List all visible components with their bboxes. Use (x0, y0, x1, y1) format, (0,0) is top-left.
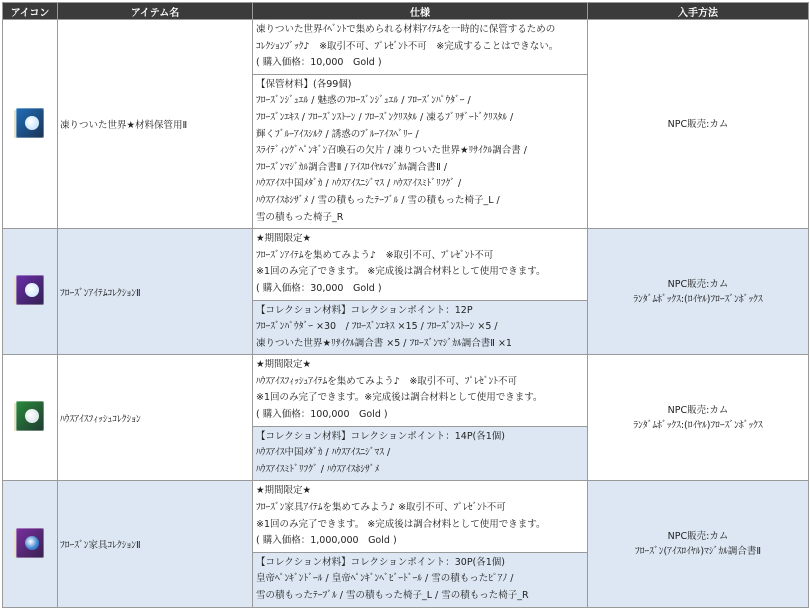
obtain-line: ﾗﾝﾀﾞﾑﾎﾞｯｸｽ:(ﾛｲﾔﾙ)ﾌﾛｰｽﾞﾝﾎﾞｯｸｽ (633, 293, 763, 305)
table-row (3, 481, 809, 607)
material-line: ﾌﾛｰｽﾞﾝﾊﾟｳﾀﾞｰ ×30 / ﾌﾛｰｽﾞﾝｴｷｽ ×15 / ﾌﾛｰｽﾞﾝｽﾄｰﾝ ×5 / (256, 321, 498, 333)
item-spec (253, 355, 588, 481)
material-line: ﾊｳｽｱｲｽ中国ﾒﾀﾞｶ / ﾊｳｽｱｲｽﾆｼﾞﾏｽ / (256, 447, 391, 459)
item-icon-cell (3, 481, 58, 607)
obtain-method (588, 481, 809, 607)
spec-line: ﾊｳｽｱｲｽﾌｨｯｼｭｱｲﾃﾑを集めてみよう♪ ※取引不可、ﾌﾟﾚｾﾞﾝﾄ不可 (256, 375, 518, 387)
table-row (3, 20, 809, 229)
material-line: 皇帝ﾍﾟﾝｷﾞﾝﾄﾞｰﾙ / 皇帝ﾍﾟﾝｷﾞﾝﾍﾞﾋﾞｰﾄﾞｰﾙ / 雪の積もったﾋﾟｱﾉ / (256, 573, 514, 585)
obtain-line: NPC販売:カム (667, 404, 729, 416)
spec-materials (253, 301, 587, 355)
item-spec (253, 20, 588, 229)
collection-book-icon (13, 399, 47, 433)
material-line: ﾊｳｽｱｲｽﾎｼｻﾞﾒ / 雪の積もったﾃｰﾌﾞﾙ / 雪の積もった椅子_L / (256, 194, 500, 206)
header-row (3, 3, 809, 20)
item-icon-cell (3, 229, 58, 355)
material-line: 凍りついた世界★ﾘｻｲｸﾙ調合書 ×5 / ﾌﾛｰｽﾞﾝﾏｼﾞｶﾙ調合書Ⅱ ×1 (256, 337, 512, 349)
material-line: 輝くﾌﾞﾙｰｱｲｽｼﾙｸ / 誘惑のﾌﾞﾙｰｱｲｽﾍﾞﾘｰ / (256, 128, 419, 140)
obtain-method (588, 229, 809, 355)
item-table (2, 2, 809, 608)
spec-line: ( 購入価格：100,000 Gold ) (256, 409, 388, 421)
spec-line: ｺﾚｸｼｮﾝﾌﾞｯｸ♪ ※取引不可、ﾌﾟﾚｾﾞﾝﾄ不可 ※完成することはできない。 (256, 40, 559, 52)
item-name: ﾌﾛｰｽﾞﾝｱｲﾃﾑｺﾚｸｼｮﾝⅡ (58, 229, 253, 355)
table-row (3, 355, 809, 481)
header-obtain-method: 入手方法 (588, 3, 809, 20)
obtain-line: NPC販売:カム (667, 118, 729, 130)
obtain-line: ﾌﾛｰｽﾞﾝ(ｱｲｽﾛｲﾔﾙ)ﾏｼﾞｶﾙ調合書Ⅱ (634, 546, 762, 558)
spec-description (253, 229, 587, 300)
material-line: 雪の積もった椅子_R (256, 211, 344, 223)
obtain-method (588, 20, 809, 229)
material-line: 雪の積もったﾃｰﾌﾞﾙ / 雪の積もった椅子_L / 雪の積もった椅子_R (256, 590, 529, 601)
spec-line: ﾌﾛｰｽﾞﾝｱｲﾃﾑを集めてみよう♪ ※取引不可、ﾌﾟﾚｾﾞﾝﾄ不可 (256, 249, 494, 261)
material-line: 【コレクション材料】コレクションポイント：30P(各1個) (256, 556, 506, 568)
spec-line: ( 購入価格：30,000 Gold ) (256, 282, 382, 294)
material-line: ﾌﾛｰｽﾞﾝｼﾞｭｴﾙ / 魅惑のﾌﾛｰｽﾞﾝｼﾞｭｴﾙ / ﾌﾛｰｽﾞﾝﾊﾟｳﾀﾞｰ / (256, 95, 471, 107)
material-line: ﾌﾛｰｽﾞﾝｴｷｽ / ﾌﾛｰｽﾞﾝｽﾄｰﾝ / ﾌﾛｰｽﾞﾝｸﾘｽﾀﾙ / 凍るﾌﾞﾘｻﾞｰﾄﾞｸﾘｽﾀﾙ / (256, 111, 514, 123)
header-icon: アイコン (3, 3, 58, 20)
spec-line: ※1回のみ完了できます。※完成後は調合材料として使用できます。 (256, 392, 543, 404)
collection-book-icon (13, 526, 47, 560)
spec-line: ※1回のみ完了できます。 ※完成後は調合材料として使用できます。 (256, 518, 546, 530)
table-row (3, 229, 809, 355)
item-spec (253, 229, 588, 355)
spec-line: ( 購入価格：1,000,000 Gold ) (256, 535, 397, 547)
material-line: ｽﾗｲﾃﾞｨﾝｸﾞﾍﾟﾝｷﾞﾝ召喚石の欠片 / 凍りついた世界★ﾘｻｲｸﾙ調合書 / (256, 145, 527, 157)
spec-materials (253, 553, 587, 607)
obtain-line: ﾗﾝﾀﾞﾑﾎﾞｯｸｽ:(ﾛｲﾔﾙ)ﾌﾛｰｽﾞﾝﾎﾞｯｸｽ (633, 419, 763, 431)
obtain-line: NPC販売:カム (667, 531, 729, 543)
obtain-method (588, 355, 809, 481)
spec-line: ★期間限定★ (256, 359, 312, 371)
material-line: 【コレクション材料】コレクションポイント：12P (256, 304, 473, 316)
collection-book-icon (13, 106, 47, 140)
spec-description (253, 20, 587, 75)
item-name: 凍りついた世界★材料保管用Ⅱ (58, 20, 253, 229)
header-item-name: アイテム名 (58, 3, 253, 20)
spec-line: ﾌﾛｰｽﾞﾝ家具ｱｲﾃﾑを集めてみよう♪ ※取引不可、ﾌﾟﾚｾﾞﾝﾄ不可 (256, 502, 506, 514)
material-line: ﾊｳｽｱｲｽ中国ﾒﾀﾞｶ / ﾊｳｽｱｲｽﾆｼﾞﾏｽ / ﾊｳｽｱｲｽﾐﾄﾞﾘﾌｸﾞ / (256, 178, 462, 190)
item-icon-cell (3, 20, 58, 229)
spec-line: ★期間限定★ (256, 233, 312, 245)
item-name: ﾌﾛｰｽﾞﾝ家具ｺﾚｸｼｮﾝⅡ (58, 481, 253, 607)
collection-book-icon (13, 273, 47, 307)
spec-line: ※1回のみ完了できます。 ※完成後は調合材料として使用できます。 (256, 266, 546, 278)
material-line: 【コレクション材料】コレクションポイント：14P(各1個) (256, 430, 506, 442)
material-line: 【保管材料】(各99個) (256, 78, 352, 90)
spec-materials (253, 427, 587, 481)
header-spec: 仕様 (253, 3, 588, 20)
spec-line: ★期間限定★ (256, 485, 312, 497)
obtain-line: NPC販売:カム (667, 278, 729, 290)
spec-line: 凍りついた世界ｲﾍﾞﾝﾄで集められる材料ｱｲﾃﾑを一時的に保管するための (256, 24, 556, 35)
material-line: ﾊｳｽｱｲｽﾐﾄﾞﾘﾌｸﾞ / ﾊｳｽｱｲｽﾎｼｻﾞﾒ (256, 463, 380, 475)
spec-description (253, 481, 587, 552)
item-rows (3, 20, 809, 608)
spec-description (253, 355, 587, 426)
item-name: ﾊｳｽｱｲｽﾌｨｯｼｭｺﾚｸｼｮﾝ (58, 355, 253, 481)
item-icon-cell (3, 355, 58, 481)
spec-line: ( 購入価格：10,000 Gold ) (256, 57, 382, 69)
material-line: ﾌﾛｰｽﾞﾝﾏｼﾞｶﾙ調合書Ⅱ / ｱｲｽﾛｲﾔﾙﾏｼﾞｶﾙ調合書Ⅱ / (256, 161, 448, 173)
spec-materials (253, 75, 587, 228)
item-spec (253, 481, 588, 607)
